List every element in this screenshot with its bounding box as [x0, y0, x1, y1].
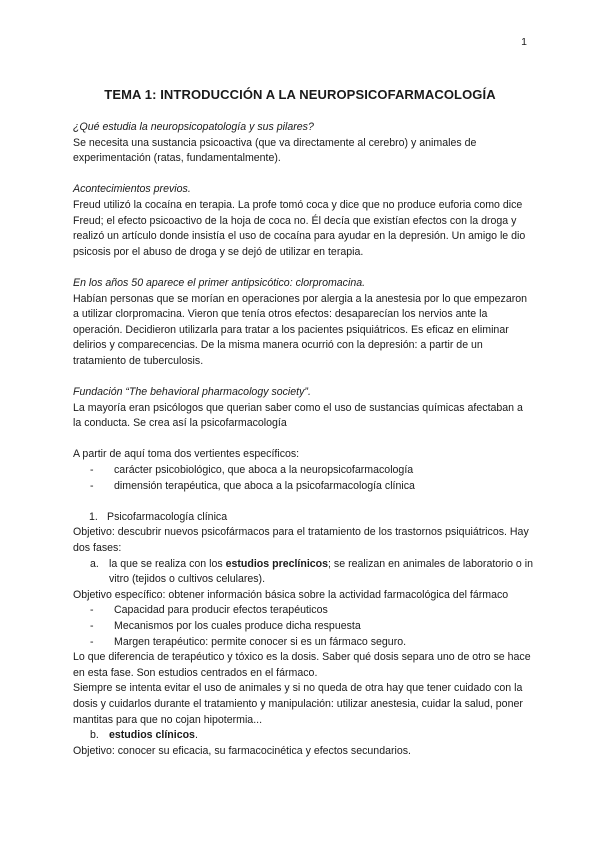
list-item: - dimensión terapéutica, que aboca a la psicofarmacología clínica: [90, 479, 533, 495]
page-number: 1: [521, 36, 527, 48]
paragraph: Siempre se intenta evitar el uso de animales y si no queda de otra hay que tener cuidado con la dosis y cuidarlos durante el tratamiento y manipulación: utilizar anestesia, cuidar la salud, poner mantitas para que no cojan hipotermia...: [73, 682, 523, 726]
document-title: TEMA 1: INTRODUCCIÓN A LA NEUROPSICOFARMACOLOGÍA: [104, 87, 496, 102]
document-body: [73, 120, 533, 759]
numbered-heading: 1. Psicofarmacología clínica: [89, 510, 228, 523]
paragraph: La mayoría eran psicólogos que querian saber como el uso de sustancias químicas afectaban a la conducta. Se crea así la psicofarmacología: [73, 401, 523, 430]
paragraph: Se necesita una sustancia psicoactiva (que va directamente al cerebro) y animales de experimentación (ratas, fundamentalmente).: [73, 136, 477, 165]
paragraph: Habían personas que se morían en operaciones por alergia a la anestesia por lo que empezaron a utilizar clorpromacina. Vieron que tenía otros efectos: desaparecían los nervios ante la operación. Decidieron utilizarla para tratar a los pacientes psiquiátricos. Es eficaz en eliminar delirios y comparecencias. De la misma manera ocurrió con la depresión: a partir de un tratamiento de tuberculosis.: [73, 292, 528, 367]
paragraph: Lo que diferencia de terapéutico y tóxico es la dosis. Saber qué dosis separa uno de otro se hace en esta fase. Son estudios centrados en el fármaco.: [73, 651, 531, 679]
paragraph: Objetivo específico: obtener información básica sobre la actividad farmacológica del fármaco: [73, 588, 509, 601]
list-item: - carácter psicobiológico, que aboca a la neuropsicofarmacología: [90, 463, 533, 479]
section-heading: Fundación “The behavioral pharmacology society”.: [73, 386, 311, 399]
capacidades-list: [73, 603, 533, 650]
phase-a: a. la que se realiza con los estudios preclínicos; se realizan en animales de laboratorio o in vitro (tejidos o cultivos celulares).: [90, 557, 533, 586]
phase-b: b. estudios clínicos.: [90, 729, 198, 742]
paragraph: A partir de aquí toma dos vertientes específicos:: [73, 448, 300, 461]
list-item: - Capacidad para producir efectos terapéuticos: [90, 603, 533, 619]
vertientes-list: [73, 463, 533, 494]
paragraph: Objetivo: conocer su eficacia, su farmacocinética y efectos secundarios.: [73, 744, 411, 757]
list-item: - Margen terapéutico: permite conocer si es un fármaco seguro.: [90, 635, 533, 651]
section-heading: ¿Qué estudia la neuropsicopatología y sus pilares?: [73, 121, 314, 133]
paragraph: Objetivo: descubrir nuevos psicofármacos para el tratamiento de los trastornos psiquiátricos. Hay dos fases:: [73, 526, 529, 555]
section-heading: En los años 50 aparece el primer antipsicótico: clorpromacina.: [73, 276, 366, 289]
list-item: - Mecanismos por los cuales produce dicha respuesta: [90, 619, 533, 635]
section-heading: Acontecimientos previos.: [73, 183, 191, 196]
paragraph: Freud utilizó la cocaína en terapia. La profe tomó coca y dice que no produce euforia como dice Freud; el efecto psicoactivo de la hoja de coca no. Él decía que existían efectos con la droga y realizó un artículo donde insistía el uso de cocaína para ayudar en la depresión. Un amigo le dio psicosis por el abuso de droga y se dejó de utilizar en terapia.: [73, 198, 526, 258]
